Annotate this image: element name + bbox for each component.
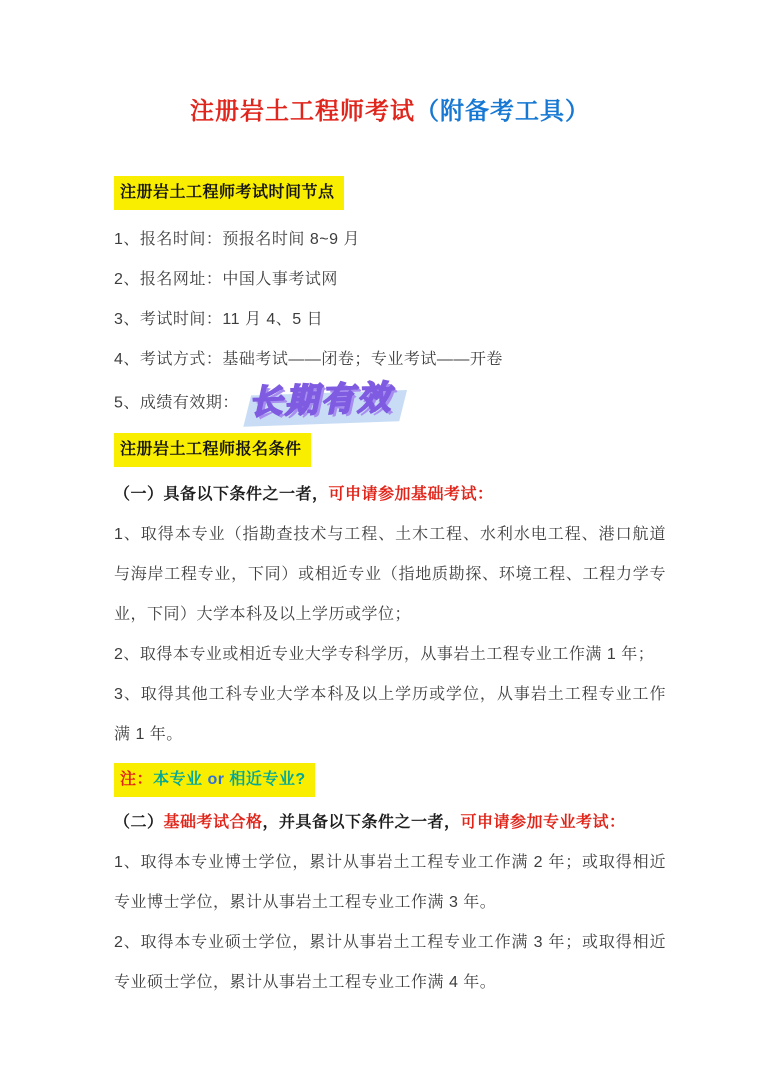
major-note-row	[114, 763, 666, 797]
basic-intro-red: 可申请参加基础考试：	[328, 486, 494, 503]
professional-condition-2: 2、取得本专业硕士学位，累计从事岩土工程专业工作满 3 年；或取得相近专业硕士学位，累计从事岩土工程专业工作满 4 年。	[114, 934, 666, 991]
section-timeline-heading-row	[114, 176, 666, 210]
basic-intro-black: （一）具备以下条件之一者，	[114, 486, 329, 503]
timeline-item-registration-time: 1、报名时间：预报名时间 8~9 月	[114, 231, 360, 248]
note-term-major: 本专业	[153, 771, 203, 788]
sticker-text: 长期有效	[248, 378, 394, 421]
section-requirements-heading-row	[114, 433, 666, 467]
section-heading-timeline: 注册岩土工程师考试时间节点	[114, 176, 344, 210]
page-title	[114, 96, 666, 128]
section-heading-requirements: 注册岩土工程师报名条件	[114, 433, 311, 467]
basic-condition-3: 3、取得其他工科专业大学本科及以上学历或学位，从事岩土工程专业工作满 1 年。	[114, 686, 666, 743]
prof-intro-red1: 基础考试合格	[163, 814, 263, 831]
basic-condition-2: 2、取得本专业或相近专业大学专科学历，从事岩土工程专业工作满 1 年；	[114, 646, 655, 663]
timeline-item-registration-site: 2、报名网址：中国人事考试网	[114, 271, 338, 288]
timeline-item-validity	[114, 380, 666, 427]
major-note	[114, 763, 315, 797]
professional-exam-intro	[114, 803, 666, 843]
timeline-item-exam-format: 4、考试方式：基础考试——闭卷；专业考试——开卷	[114, 351, 503, 368]
validity-sticker	[248, 378, 394, 430]
prof-intro-black1: （二）	[114, 814, 164, 831]
validity-prefix: 5、成绩有效期：	[114, 394, 239, 412]
prof-intro-black2: ，并具备以下条件之一者，	[262, 814, 461, 831]
timeline-item-exam-date: 3、考试时间：11 月 4、5 日	[114, 311, 324, 328]
basic-condition-1: 1、取得本专业（指勘查技术与工程、土木工程、水利水电工程、港口航道与海岸工程专业，下同）或相近专业（指地质勘探、环境工程、工程力学专业，下同）大学本科及以上学历或学位；	[114, 526, 666, 623]
note-conjunction: or	[202, 771, 230, 788]
prof-intro-red2: 可申请参加专业考试：	[460, 814, 626, 831]
page-title-main: 注册岩土工程师考试	[190, 98, 415, 125]
note-label: 注：	[120, 771, 154, 788]
professional-condition-1: 1、取得本专业博士学位，累计从事岩土工程专业工作满 2 年；或取得相近专业博士学位，累计从事岩土工程专业工作满 3 年。	[114, 854, 666, 911]
note-term-similar-major: 相近专业?	[229, 771, 306, 788]
page-title-sub: （附备考工具）	[415, 98, 590, 125]
basic-exam-intro	[114, 475, 666, 515]
